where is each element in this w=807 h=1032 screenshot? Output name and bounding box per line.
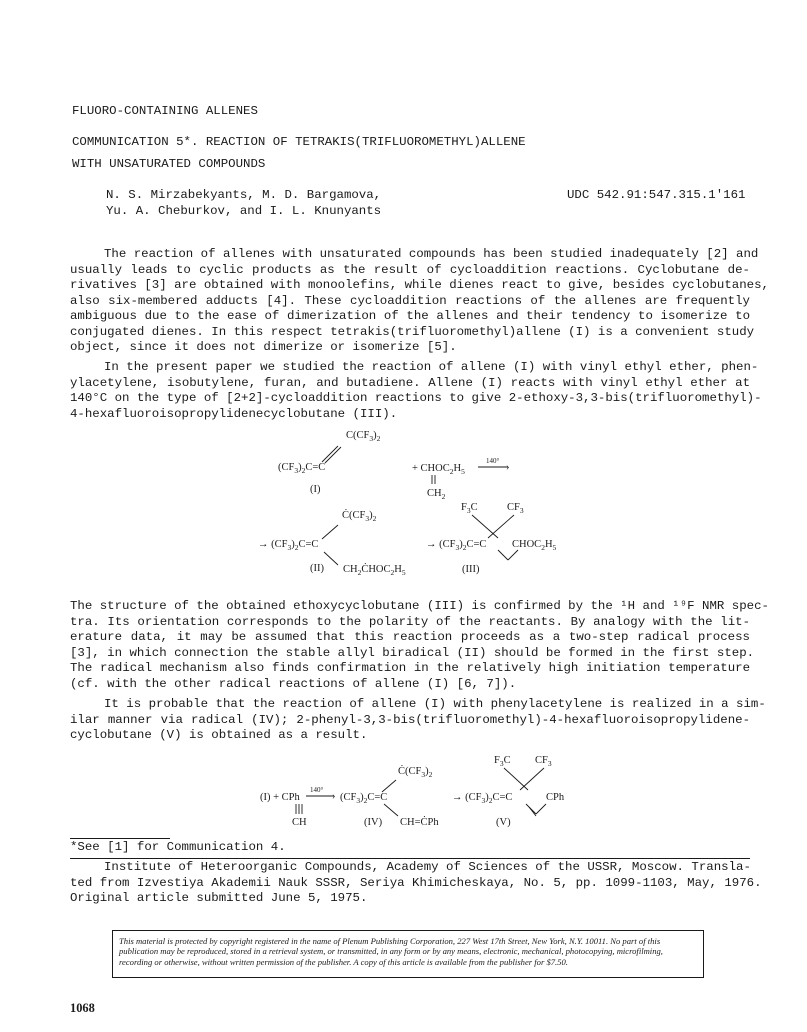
- scheme1-temperature: 140°: [486, 457, 500, 465]
- scheme1-radical: $Ċ(CF_3)_2$: [342, 510, 377, 523]
- paragraph-line: In the present paper we studied the reaction of allene (I) with vinyl ethyl ether, phen-: [104, 360, 759, 374]
- scheme1-allene: $(CF_3)_2C=C$: [278, 462, 326, 475]
- scheme1-arrow: ›: [506, 462, 510, 473]
- paragraph-line: also six-membered adducts [4]. These cycloaddition reactions of the allenes are frequently: [70, 293, 750, 308]
- scheme1-f3c: $F_3C$: [461, 502, 478, 515]
- series-title: FLUORO-CONTAINING ALLENES: [72, 104, 258, 118]
- affiliation-rule: [70, 858, 750, 859]
- paragraph-1: [70, 247, 769, 356]
- scheme1-choc2h5: $CHOC_2H_5$: [512, 539, 557, 552]
- page-number: 1068: [70, 1001, 95, 1015]
- scheme1-intermediate-II: → $(CF_3)_2C=C$: [258, 539, 319, 552]
- paragraph-line: [3], in which connection the stable allyl biradical (II) should be formed in the first step.: [70, 645, 755, 660]
- scheme2-product-V: → $(CF_3)_2C=C$: [452, 792, 513, 805]
- scheme2-start: (I) + CPh: [260, 792, 300, 803]
- copyright-notice: This material is protected by copyright registered in the name of Plenum Publishing Corporation, 227 West 17th Street, New York, N.Y. 10011. No part of this publication may be reproduced, stored in a retrieval system, or transmitted, in any form or by any means, electronic, mechanical, photocopying, microfilming, recording or otherwise, without written permission of the publisher. A copy of this article is available from the publisher for $7.50.: [112, 930, 704, 978]
- paragraph-line: ylacetylene, isobutylene, furan, and butadiene. Allene (I) reacts with vinyl ethyl ether at: [70, 375, 750, 390]
- authors-line2: Yu. A. Cheburkov, and I. L. Knunyants: [106, 204, 382, 218]
- scheme2-ch: CH: [292, 817, 307, 828]
- paragraph-line: tra. Its orientation corresponds to the polarity of the reactants. By analogy with the lit-: [70, 614, 750, 629]
- paragraph-line: (cf. with the other radical reactions of allene (I) [6, 7]).: [70, 676, 517, 691]
- scheme1-c-cf3: $C(CF_3)_2$: [346, 430, 381, 443]
- affiliation: [70, 860, 762, 907]
- affiliation-line: ted from Izvestiya Akademii Nauk SSSR, Seriya Khimicheskaya, No. 5, pp. 1099-1103, May, 1976.: [70, 875, 762, 890]
- scheme1-label-III: (III): [462, 564, 480, 575]
- scheme1-ch2: $CH_2$: [427, 488, 446, 501]
- scheme1-chain: $CH_2ĊHOC_2H_5$: [343, 564, 406, 577]
- paragraph-line: usually leads to cyclic products as the result of cycloaddition reactions. Cyclobutane de-: [70, 262, 750, 277]
- communication-title-line2: WITH UNSATURATED COMPOUNDS: [72, 157, 266, 171]
- scheme2-cph: CPh: [546, 792, 565, 803]
- paragraph-line: 140°C on the type of [2+2]-cycloaddition reactions to give 2-ethoxy-3,3-bis(trifluoromethyl)-: [70, 391, 762, 405]
- footnote-rule: [70, 838, 170, 839]
- paragraph-line: cyclobutane (V) is obtained as a result.: [70, 728, 368, 742]
- scheme2-f3c: $F_3C$: [494, 755, 511, 768]
- paragraph-line: The radical mechanism also finds confirmation in the relatively high initiation temperature: [70, 661, 750, 675]
- scheme2-label-V: (V): [496, 817, 511, 828]
- scheme2-arrow: ›: [332, 791, 336, 802]
- paragraph-line: rivatives [3] are obtained with monoolefins, while dienes react to give, besides cyclobutanes,: [70, 278, 769, 292]
- paragraph-2: [70, 360, 762, 422]
- communication-title-line1: COMMUNICATION 5*. REACTION OF TETRAKIS(TRIFLUOROMETHYL)ALLENE: [72, 135, 526, 149]
- udc-code: UDC 542.91:547.315.1'161: [567, 188, 746, 202]
- scheme2-radical: $Ċ(CF_3)_2$: [398, 766, 433, 779]
- paragraph-line: The structure of the obtained ethoxycyclobutane (III) is confirmed by the ¹H and ¹⁹F NMR spec-: [70, 599, 769, 613]
- paragraph-line: The reaction of allenes with unsaturated compounds has been studied inadequately [2] and: [104, 247, 759, 261]
- scheme2-temperature: 140°: [310, 786, 324, 794]
- affiliation-line: Institute of Heteroorganic Compounds, Academy of Sciences of the USSR, Moscow. Transla-: [104, 860, 751, 874]
- paragraph-line: It is probable that the reaction of allene (I) with phenylacetylene is realized in a sim-: [104, 697, 766, 711]
- footnote: *See [1] for Communication 4.: [70, 840, 286, 854]
- paragraph-3: [70, 599, 769, 692]
- paragraph-line: conjugated dienes. In this respect tetrakis(trifluoromethyl)allene (I) is a convenient study: [70, 324, 755, 339]
- affiliation-line: Original article submitted June 5, 1975.: [70, 891, 368, 905]
- reaction-scheme-2: [256, 752, 576, 832]
- scheme1-reagent: + $CHOC_2H_5$: [412, 463, 465, 476]
- paragraph-line: object, since it does not dimerize or isomerize [5].: [70, 340, 457, 354]
- paragraph-line: erature data, it may be assumed that this reaction proceeds as a two-step radical process: [70, 630, 750, 644]
- scheme1-cf3: $CF_3$: [507, 502, 524, 515]
- paragraph-line: ambiguous due to the ease of dimerization of the allenes and their tendency to isomerize to: [70, 309, 750, 323]
- paragraph-line: ilar manner via radical (IV); 2-phenyl-3,3-bis(trifluoromethyl)-4-hexafluoroisopropylidene-: [70, 712, 750, 727]
- scheme2-ch-cph: CH=ĊPh: [400, 817, 439, 828]
- scheme2-cf3: $CF_3$: [535, 755, 552, 768]
- scheme2-intermediate-IV: $(CF_3)_2C=C$: [340, 792, 388, 805]
- scheme1-label-II: (II): [310, 563, 324, 574]
- reaction-scheme-1: [250, 426, 570, 586]
- paragraph-4: [70, 697, 766, 744]
- scheme2-label-IV: (IV): [364, 817, 383, 828]
- paragraph-line: 4-hexafluoroisopropylidenecyclobutane (III).: [70, 406, 398, 421]
- scheme1-product-III: → $(CF_3)_2C=C$: [426, 539, 487, 552]
- scheme1-label-I: (I): [310, 484, 321, 495]
- authors-line1: N. S. Mirzabekyants, M. D. Bargamova,: [106, 188, 382, 202]
